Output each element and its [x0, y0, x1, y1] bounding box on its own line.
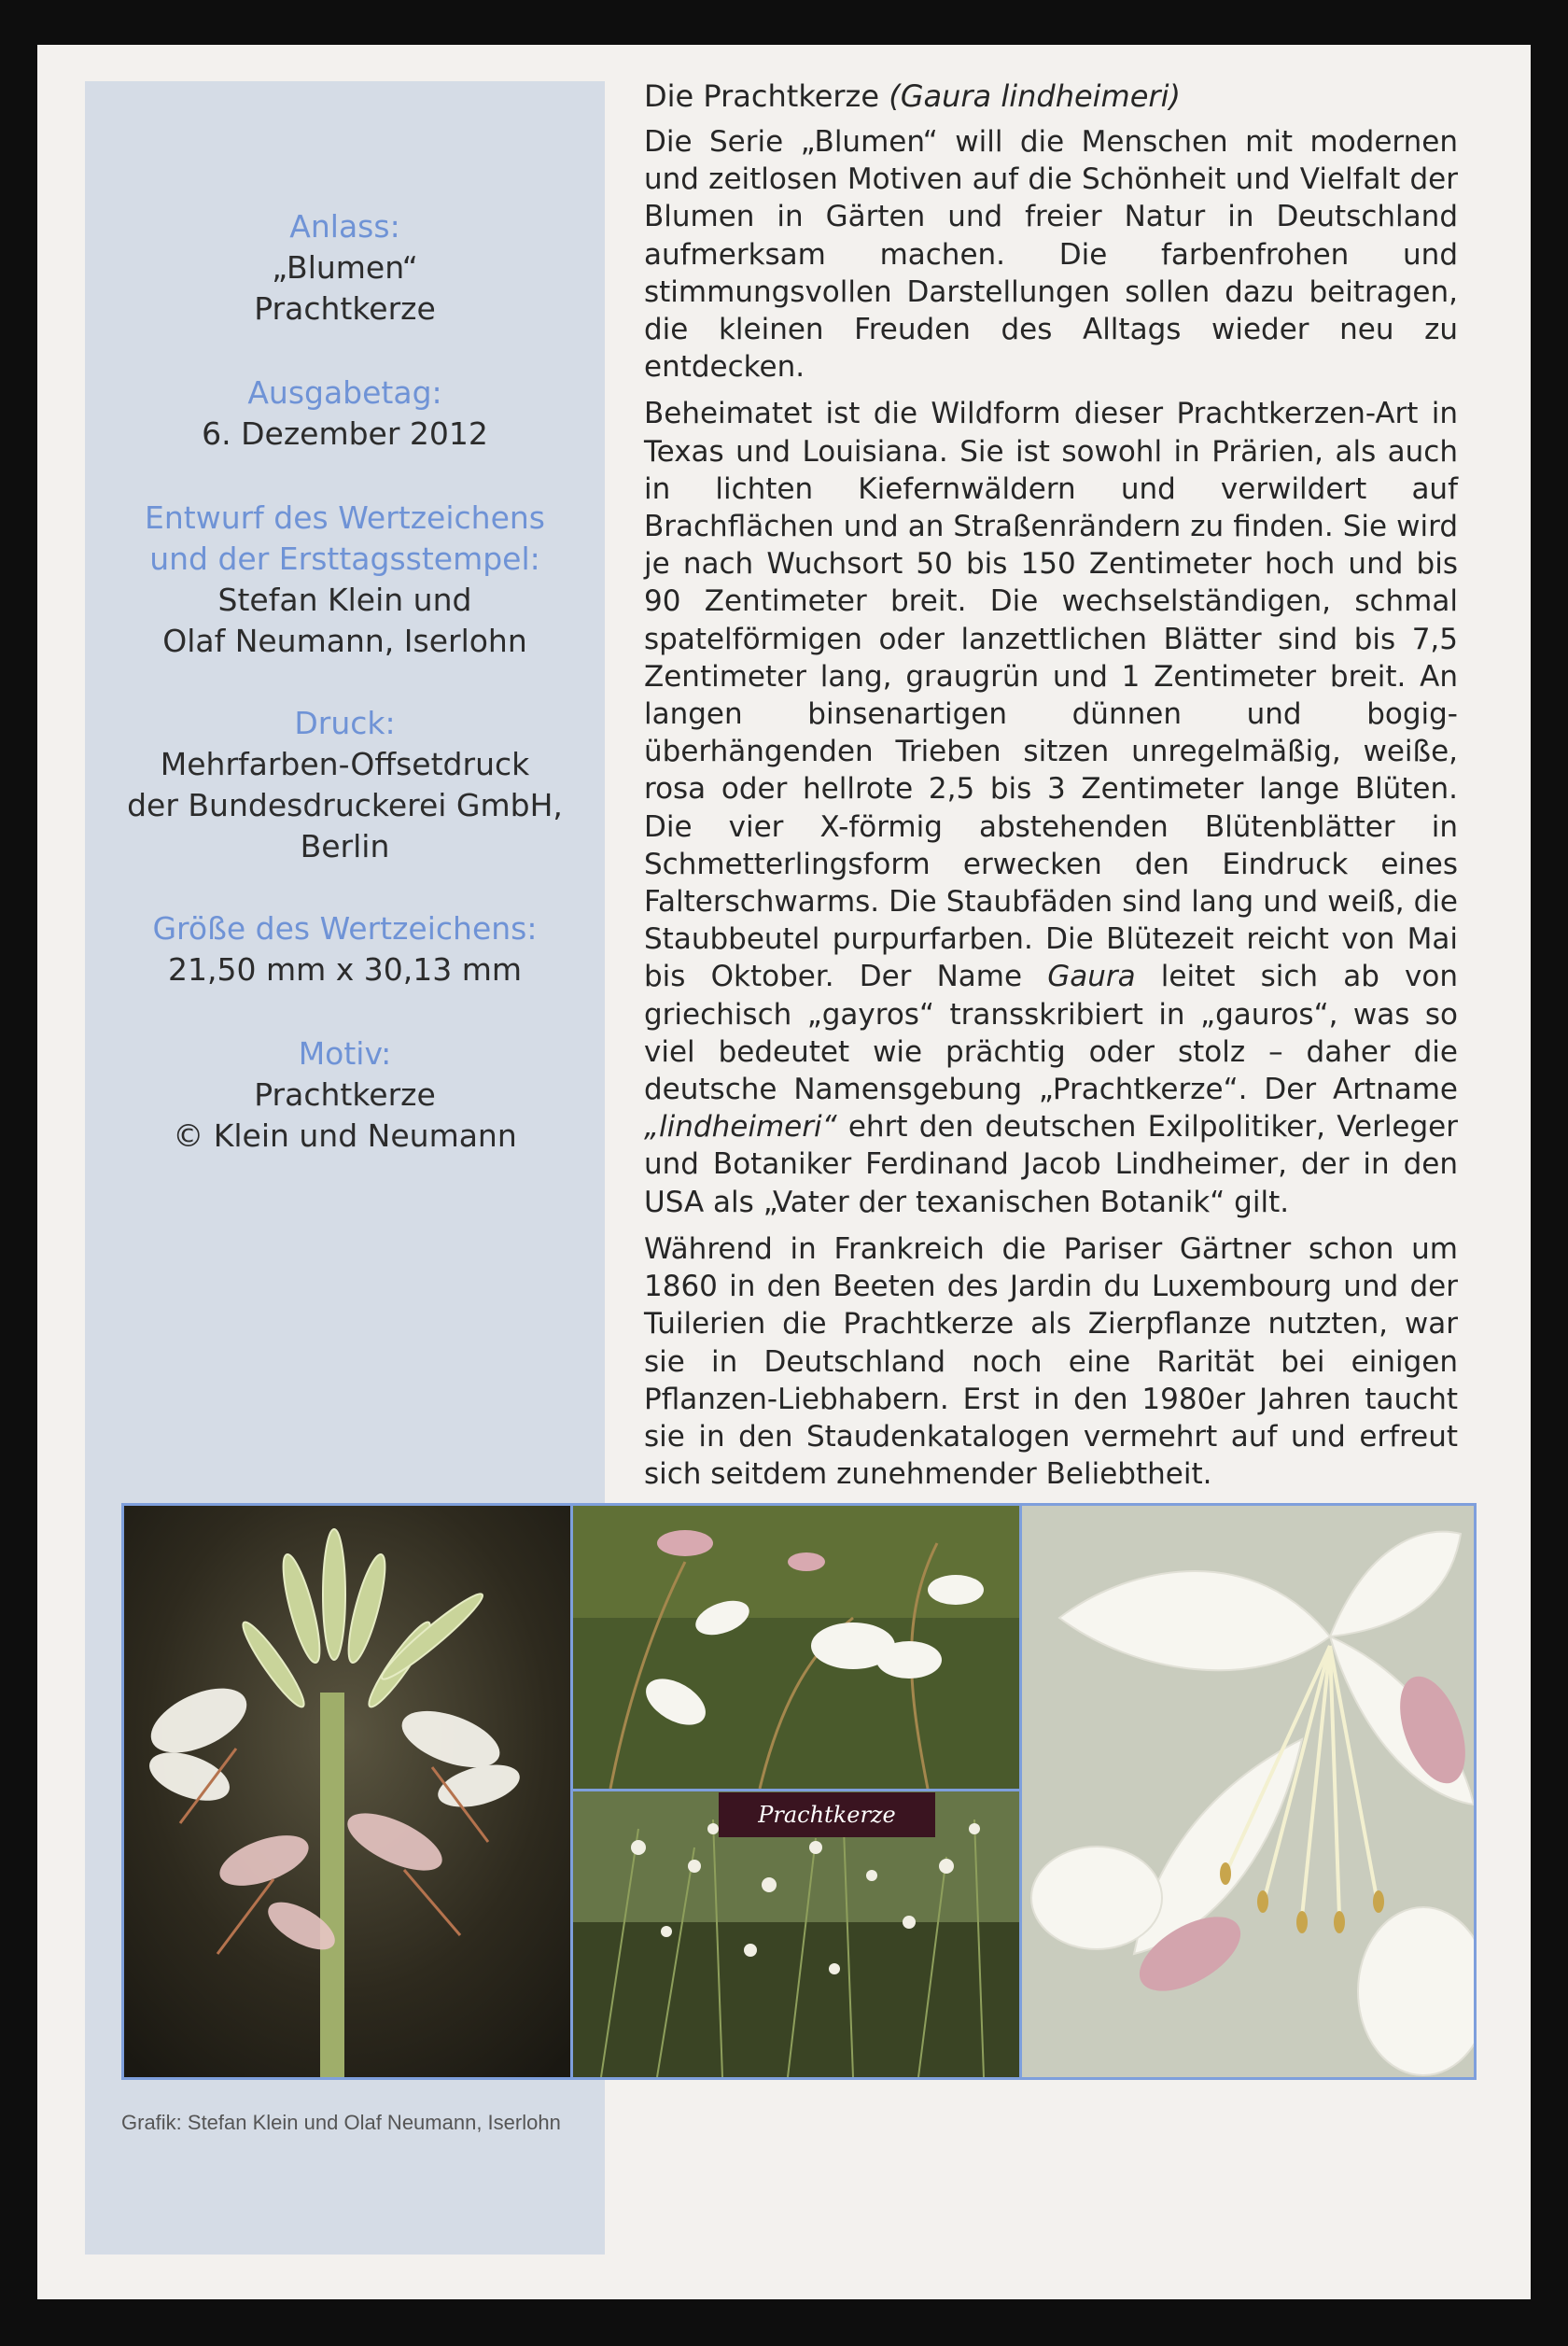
- issue-date: 6. Dezember 2012: [202, 415, 488, 452]
- genus-name: Gaura: [1047, 960, 1136, 994]
- single-flower-photo: [1022, 1506, 1474, 2077]
- photo-caption: Prachtkerze: [719, 1792, 935, 1837]
- issue-block: [85, 372, 605, 455]
- description-part-2: leitet sich ab von griechisch „gayros“ transskribiert in „gauros“, was so viel bedeutet wie prächtig oder stolz – daher die deutsche Namensgebung „Prachtkerze“. Der Artname: [644, 960, 1458, 1107]
- print-block: [85, 703, 605, 867]
- occasion-flower: Prachtkerze: [254, 290, 436, 327]
- paragraph-description: [644, 395, 1458, 1220]
- article-body: [644, 77, 1458, 1502]
- occasion-label: Anlass:: [289, 208, 400, 245]
- size-label: Größe des Wertzeichens:: [152, 910, 538, 947]
- description-part-1: Beheimatet ist die Wildform dieser Prachtkerzen-Art in Texas und Louisiana. Sie ist sowohl in Prärien, als auch in lichten Kiefernwäldern und verwildert auf Brachflächen und an Straßenrändern zu finden. Sie wird je nach Wuchsort 50 bis 150 Zentimeter hoch und bis 90 Zentimeter breit. Die wechselständigen, schmal spatelförmigen oder lanzettlichen Blätter sind bis 7,5 Zentimeter lang, graugrün und 1 Zentimeter breit. An langen binsenartigen dünnen und bogig-überhängenden Trieben sitzen unregelmäßig, weiße, rosa oder hellrote 2,5 bis 3 Zentimeter lange Blüten. Die vier X-förmig abstehenden Blütenblätter in Schmetterlingsform erwecken den Eindruck eines Falterschwarms. Die Staubfäden sind lang und weiß, die Staubbeutel purpurfarben. Die Blütezeit reicht von Mai bis Oktober. Der Name: [644, 397, 1458, 994]
- design-label-2: und der Ersttagsstempel:: [149, 541, 540, 577]
- size-block: [85, 908, 605, 990]
- description-part-3: ehrt den deutschen Exilpolitiker, Verleger und Botaniker Ferdinand Jacob Lindheimer, der in den USA als „Vater der texanischen Botanik“ gilt.: [644, 1110, 1458, 1219]
- size-value: 21,50 mm x 30,13 mm: [167, 951, 523, 988]
- motif-label: Motiv:: [298, 1035, 392, 1072]
- flower-spike-photo: [124, 1506, 570, 2077]
- title-common-name: Die Prachtkerze: [644, 78, 889, 114]
- print-label: Druck:: [294, 705, 396, 741]
- article-title: [644, 77, 1458, 116]
- paragraph-intro: Die Serie „Blumen“ will die Menschen mit modernen und zeitlosen Motiven auf die Schönheit und Vielfalt der Blumen in Gärten und freier Natur in Deutschland aufmerksam machen. Die farbenfrohen und stimmungsvollen Darstellungen sollen dazu beitragen, die kleinen Freuden des Alltags wieder neu zu entdecken.: [644, 125, 1458, 385]
- graphic-credit: Grafik: Stefan Klein und Olaf Neumann, Iserlohn: [121, 2111, 561, 2134]
- designer-2: Olaf Neumann, Iserlohn: [162, 623, 527, 659]
- print-city: Berlin: [300, 828, 390, 864]
- motif-name: Prachtkerze: [254, 1076, 436, 1113]
- motif-block: [85, 1033, 605, 1157]
- occasion-block: [85, 206, 605, 330]
- paragraph-history: Während in Frankreich die Pariser Gärtner schon um 1860 in den Beeten des Jardin du Luxembourg und der Tuilerien die Prachtkerze als Zierpflanze nutzten, war sie in Deutschland noch eine Rarität bei einigen Pflanzen-Liebhabern. Erst in den 1980er Jahren taucht sie in den Staudenkatalogen vermehrt auf und erfreut sich seitdem zunehmender Beliebtheit.: [644, 1231, 1458, 1492]
- design-block: [85, 498, 605, 662]
- designer-1: Stefan Klein und: [217, 582, 472, 618]
- motif-copyright: © Klein und Neumann: [173, 1117, 517, 1154]
- print-method: Mehrfarben-Offsetdruck: [160, 746, 530, 782]
- issue-label: Ausgabetag:: [247, 374, 442, 411]
- species-name: „lindheimeri“: [644, 1110, 837, 1145]
- flowers-closeup-photo: [573, 1506, 1019, 1789]
- occasion-series: „Blumen“: [272, 249, 418, 286]
- title-latin-name: (Gaura lindheimeri): [889, 78, 1181, 114]
- design-label-1: Entwurf des Wertzeichens: [145, 499, 545, 536]
- photo-collage: [121, 1503, 1477, 2080]
- print-company: der Bundesdruckerei GmbH,: [127, 787, 563, 823]
